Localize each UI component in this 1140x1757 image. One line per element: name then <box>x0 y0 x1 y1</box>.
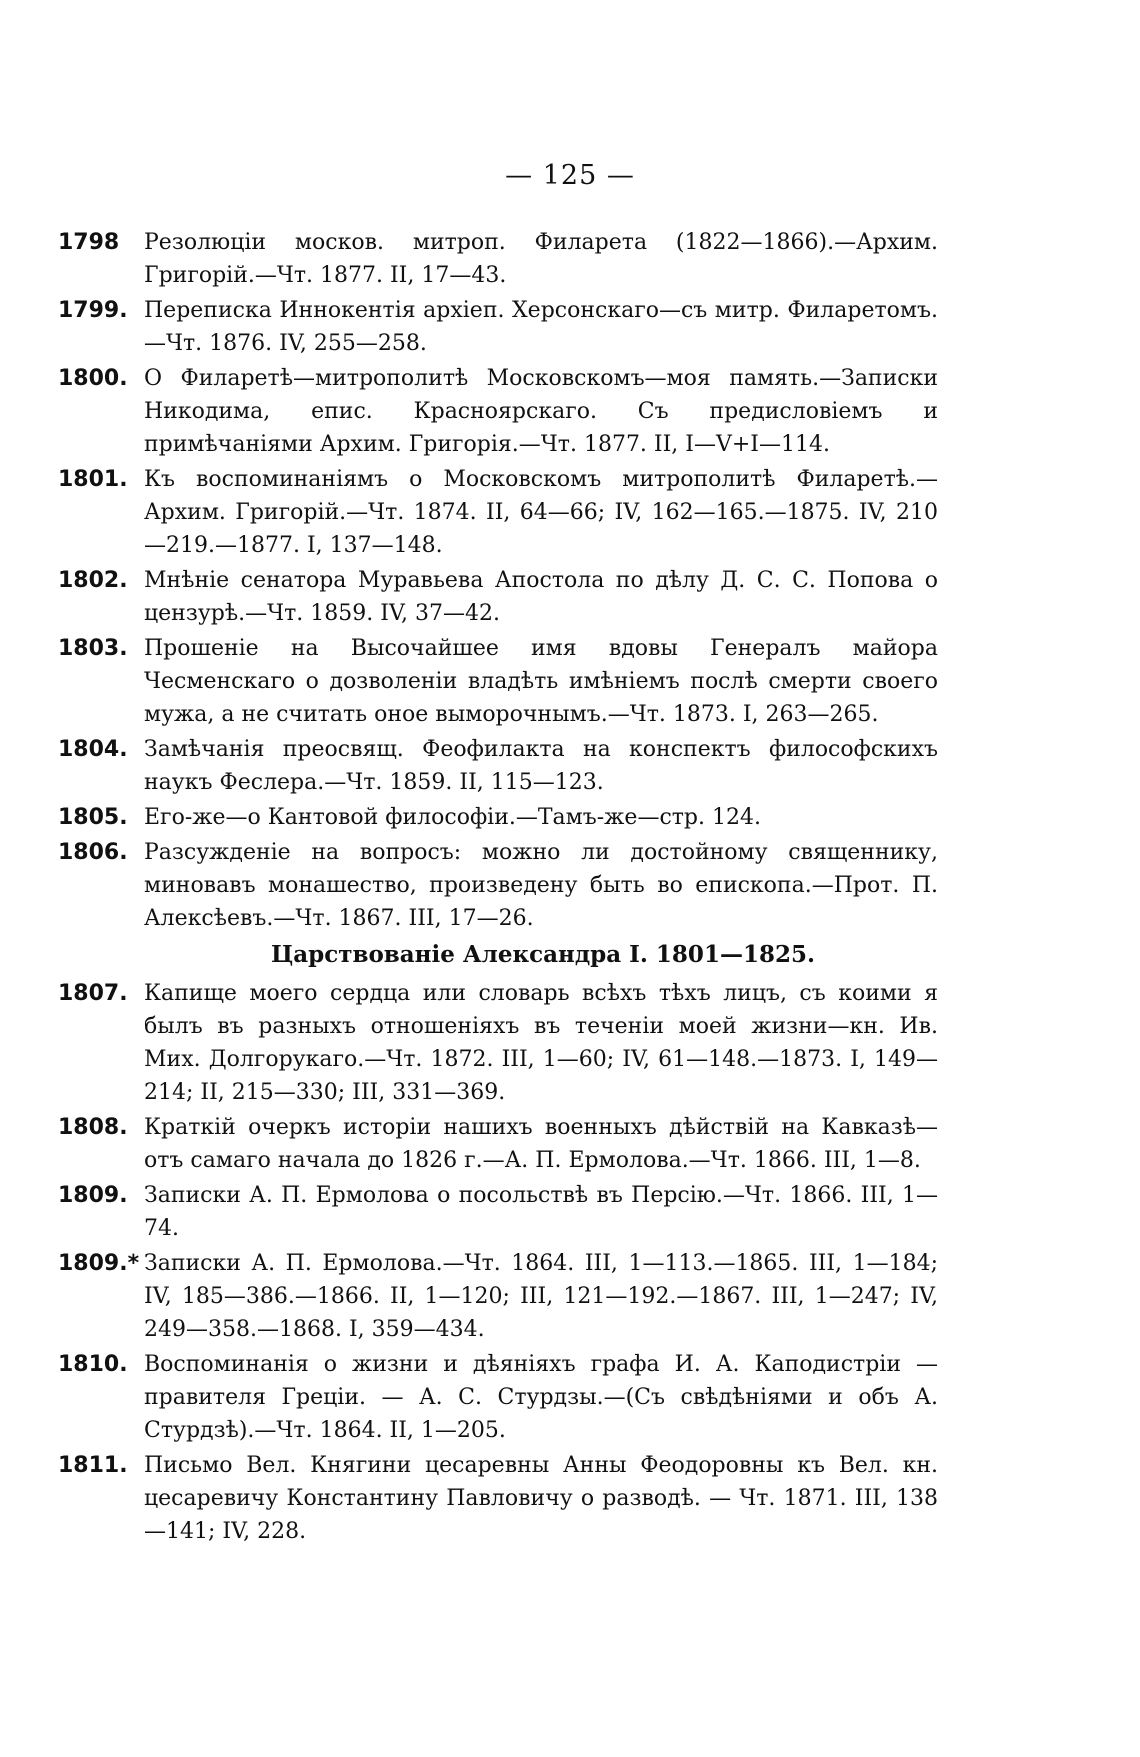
entry-text: Переписка Иннокентія архіеп. Херсонскаго—съ митр. Филаретомъ.—Чт. 1876. IV, 255—258. <box>144 298 938 356</box>
entry-number: 1809. <box>58 1183 128 1208</box>
entry-text: Краткій очеркъ исторіи нашихъ военныхъ дѣйствій на Кавказѣ—отъ самаго начала до 1826 г.—А. П. Ермолова.—Чт. 1866. III, 1—8. <box>144 1115 938 1173</box>
entry-number: 1799. <box>58 298 128 323</box>
list-item <box>58 1348 938 1447</box>
entry-text: Прошеніе на Высочайшее имя вдовы Генералъ майора Чесменскаго о дозволеніи владѣть имѣніемъ послѣ смерти своего мужа, а не считать оное выморочнымъ.—Чт. 1873. I, 263—265. <box>144 636 938 727</box>
list-item <box>58 1247 938 1346</box>
list-item <box>58 977 938 1109</box>
bibliography-list <box>58 226 938 1550</box>
list-item <box>58 733 938 799</box>
section-heading: Царствованіе Александра I. 1801—1825. <box>271 941 815 968</box>
list-item <box>58 463 938 562</box>
list-item <box>58 1449 938 1548</box>
page-number: — 125 — <box>505 160 635 191</box>
entry-number: 1798 <box>58 230 120 255</box>
entry-number: 1805. <box>58 805 128 830</box>
entry-text: О Филаретѣ—митрополитѣ Московскомъ—моя память.—Записки Никодима, епис. Красноярскаго. Съ предисловіемъ и примѣчаніями Архим. Григорія.—Чт. 1877. II, I—V+I—114. <box>144 366 938 457</box>
entry-number: 1810. <box>58 1352 128 1377</box>
entry-number: 1804. <box>58 737 128 762</box>
entry-number: 1800. <box>58 366 128 391</box>
entry-text: Письмо Вел. Княгини цесаревны Анны Феодоровны къ Вел. кн. цесаревичу Константину Павловичу о разводѣ. — Чт. 1871. III, 138—141; IV, 228. <box>144 1453 938 1544</box>
entry-text: Записки А. П. Ермолова.—Чт. 1864. III, 1—113.—1865. III, 1—184; IV, 185—386.—1866. II, 1—120; III, 121—192.—1867. III, 1—247; IV, 249—358.—1868. I, 359—434. <box>144 1251 938 1342</box>
list-item <box>58 836 938 935</box>
entry-number: 1808. <box>58 1115 128 1140</box>
entry-text: Резолюціи москов. митроп. Филарета (1822—1866).—Архим. Григорій.—Чт. 1877. II, 17—43. <box>144 230 938 288</box>
entry-number: 1803. <box>58 636 128 661</box>
entry-number: 1806. <box>58 840 128 865</box>
entry-number: 1811. <box>58 1453 128 1478</box>
list-item <box>58 1111 938 1177</box>
entry-text: Воспоминанія о жизни и дѣяніяхъ графа И. А. Каподистріи — правителя Греціи. — А. С. Стурдзы.—(Съ свѣдѣніями и объ А. Стурдзѣ).—Чт. 1864. II, 1—205. <box>144 1352 938 1443</box>
list-item <box>58 801 938 834</box>
entry-number: 1809.* <box>58 1251 140 1276</box>
entry-text: Мнѣніе сенатора Муравьева Апостола по дѣлу Д. С. С. Попова о цензурѣ.—Чт. 1859. IV, 37—42. <box>144 568 938 626</box>
entry-number: 1802. <box>58 568 128 593</box>
list-item <box>58 632 938 731</box>
entry-number: 1801. <box>58 467 128 492</box>
entry-text: Разсужденіе на вопросъ: можно ли достойному священнику, миновавъ монашество, произведену быть во епископа.—Прот. П. Алексѣевъ.—Чт. 1867. III, 17—26. <box>144 840 938 931</box>
entry-number: 1807. <box>58 981 128 1006</box>
entry-text: Его-же—о Кантовой философіи.—Тамъ-же—стр. 124. <box>144 805 761 830</box>
entry-text: Замѣчанія преосвящ. Феофилакта на конспектъ философскихъ наукъ Феслера.—Чт. 1859. II, 115—123. <box>144 737 938 795</box>
list-item <box>58 362 938 461</box>
entry-text: Капище моего сердца или словарь всѣхъ тѣхъ лицъ, съ коими я былъ въ разныхъ отношеніяхъ въ теченіи моей жизни—кн. Ив. Мих. Долгорукаго.—Чт. 1872. III, 1—60; IV, 61—148.—1873. I, 149—214; II, 215—330; III, 331—369. <box>144 981 938 1105</box>
list-item <box>58 1179 938 1245</box>
list-item <box>58 226 938 292</box>
entry-text: Къ воспоминаніямъ о Московскомъ митрополитѣ Филаретѣ.—Архим. Григорій.—Чт. 1874. II, 64—66; IV, 162—165.—1875. IV, 210—219.—1877. I, 137—148. <box>144 467 938 558</box>
list-item <box>58 564 938 630</box>
list-item <box>58 294 938 360</box>
entry-text: Записки А. П. Ермолова о посольствѣ въ Персію.—Чт. 1866. III, 1—74. <box>144 1183 938 1241</box>
